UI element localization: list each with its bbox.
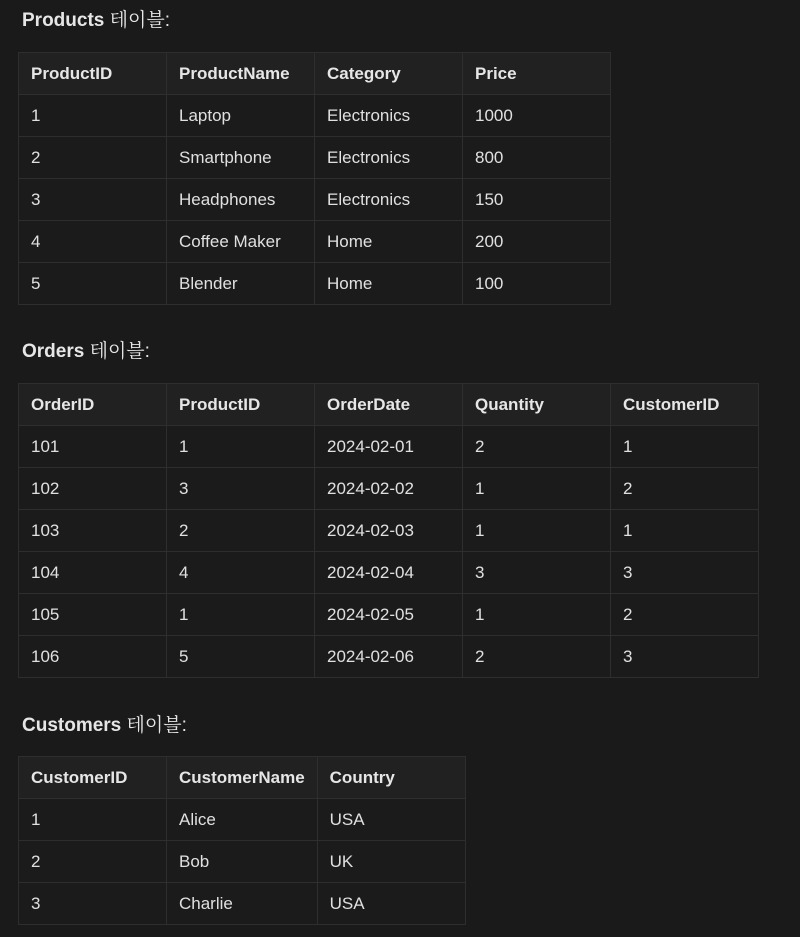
table-row bbox=[19, 636, 759, 678]
table-cell: Coffee Maker bbox=[167, 221, 315, 263]
column-header: ProductName bbox=[167, 53, 315, 95]
table-cell: 1 bbox=[167, 594, 315, 636]
table-cell: 2 bbox=[19, 137, 167, 179]
table-cell: 100 bbox=[463, 263, 611, 305]
table-row bbox=[19, 95, 611, 137]
table-row bbox=[19, 552, 759, 594]
customers-table bbox=[18, 756, 466, 925]
table-cell: 1 bbox=[463, 594, 611, 636]
table-row bbox=[19, 594, 759, 636]
table-cell: 3 bbox=[611, 636, 759, 678]
table-cell: 3 bbox=[167, 468, 315, 510]
table-cell: 150 bbox=[463, 179, 611, 221]
table-cell: 101 bbox=[19, 426, 167, 468]
table-cell: 2 bbox=[463, 636, 611, 678]
table-cell: 2024-02-04 bbox=[315, 552, 463, 594]
table-cell: Electronics bbox=[315, 179, 463, 221]
table-cell: Alice bbox=[167, 799, 318, 841]
table-row bbox=[19, 179, 611, 221]
table-cell: 2 bbox=[463, 426, 611, 468]
table-cell: 1 bbox=[19, 799, 167, 841]
table-cell: 200 bbox=[463, 221, 611, 263]
table-cell: 2024-02-06 bbox=[315, 636, 463, 678]
table-cell: 2024-02-01 bbox=[315, 426, 463, 468]
table-cell: USA bbox=[317, 883, 465, 925]
orders-table bbox=[18, 383, 759, 678]
table-cell: 105 bbox=[19, 594, 167, 636]
table-cell: 2 bbox=[611, 468, 759, 510]
table-header-row bbox=[19, 384, 759, 426]
table-cell: 5 bbox=[167, 636, 315, 678]
table-cell: 1 bbox=[167, 426, 315, 468]
table-cell: 800 bbox=[463, 137, 611, 179]
table-cell: 4 bbox=[19, 221, 167, 263]
table-row bbox=[19, 510, 759, 552]
column-header: CustomerID bbox=[19, 757, 167, 799]
table-cell: 2 bbox=[611, 594, 759, 636]
customers-heading bbox=[22, 714, 187, 738]
table-cell: 3 bbox=[19, 883, 167, 925]
table-cell: 4 bbox=[167, 552, 315, 594]
table-row bbox=[19, 137, 611, 179]
table-cell: 5 bbox=[19, 263, 167, 305]
table-header-row bbox=[19, 53, 611, 95]
table-cell: UK bbox=[317, 841, 465, 883]
products-title: Products bbox=[22, 10, 105, 31]
customers-title: Customers bbox=[22, 715, 122, 736]
table-header-row bbox=[19, 757, 466, 799]
column-header: CustomerName bbox=[167, 757, 318, 799]
table-cell: 1 bbox=[611, 426, 759, 468]
products-title-suffix: 테이블: bbox=[104, 10, 170, 31]
table-cell: Home bbox=[315, 221, 463, 263]
column-header: ProductID bbox=[167, 384, 315, 426]
table-cell: 3 bbox=[611, 552, 759, 594]
table-cell: Smartphone bbox=[167, 137, 315, 179]
column-header: Price bbox=[463, 53, 611, 95]
orders-title-suffix: 테이블: bbox=[84, 341, 150, 362]
column-header: OrderDate bbox=[315, 384, 463, 426]
table-cell: 1 bbox=[19, 95, 167, 137]
table-cell: Home bbox=[315, 263, 463, 305]
table-cell: 1 bbox=[463, 510, 611, 552]
table-cell: 2024-02-03 bbox=[315, 510, 463, 552]
column-header: Category bbox=[315, 53, 463, 95]
column-header: OrderID bbox=[19, 384, 167, 426]
table-cell: Headphones bbox=[167, 179, 315, 221]
table-cell: 1000 bbox=[463, 95, 611, 137]
table-cell: 1 bbox=[463, 468, 611, 510]
table-row bbox=[19, 841, 466, 883]
table-cell: 2 bbox=[167, 510, 315, 552]
table-cell: 2024-02-05 bbox=[315, 594, 463, 636]
table-row bbox=[19, 883, 466, 925]
table-cell: 3 bbox=[463, 552, 611, 594]
table-cell: Blender bbox=[167, 263, 315, 305]
table-row bbox=[19, 799, 466, 841]
orders-title: Orders bbox=[22, 341, 85, 362]
customers-title-suffix: 테이블: bbox=[121, 715, 187, 736]
table-cell: Charlie bbox=[167, 883, 318, 925]
table-cell: 3 bbox=[19, 179, 167, 221]
products-table bbox=[18, 52, 611, 305]
table-cell: 2 bbox=[19, 841, 167, 883]
products-heading bbox=[22, 9, 170, 33]
table-cell: USA bbox=[317, 799, 465, 841]
table-cell: Bob bbox=[167, 841, 318, 883]
table-row bbox=[19, 263, 611, 305]
table-cell: 106 bbox=[19, 636, 167, 678]
table-cell: Electronics bbox=[315, 95, 463, 137]
table-cell: Electronics bbox=[315, 137, 463, 179]
table-cell: 2024-02-02 bbox=[315, 468, 463, 510]
column-header: Country bbox=[317, 757, 465, 799]
table-cell: 103 bbox=[19, 510, 167, 552]
table-cell: 102 bbox=[19, 468, 167, 510]
table-row bbox=[19, 221, 611, 263]
table-row bbox=[19, 426, 759, 468]
table-cell: 104 bbox=[19, 552, 167, 594]
column-header: Quantity bbox=[463, 384, 611, 426]
column-header: ProductID bbox=[19, 53, 167, 95]
column-header: CustomerID bbox=[611, 384, 759, 426]
table-cell: 1 bbox=[611, 510, 759, 552]
table-row bbox=[19, 468, 759, 510]
orders-heading bbox=[22, 340, 150, 364]
table-cell: Laptop bbox=[167, 95, 315, 137]
